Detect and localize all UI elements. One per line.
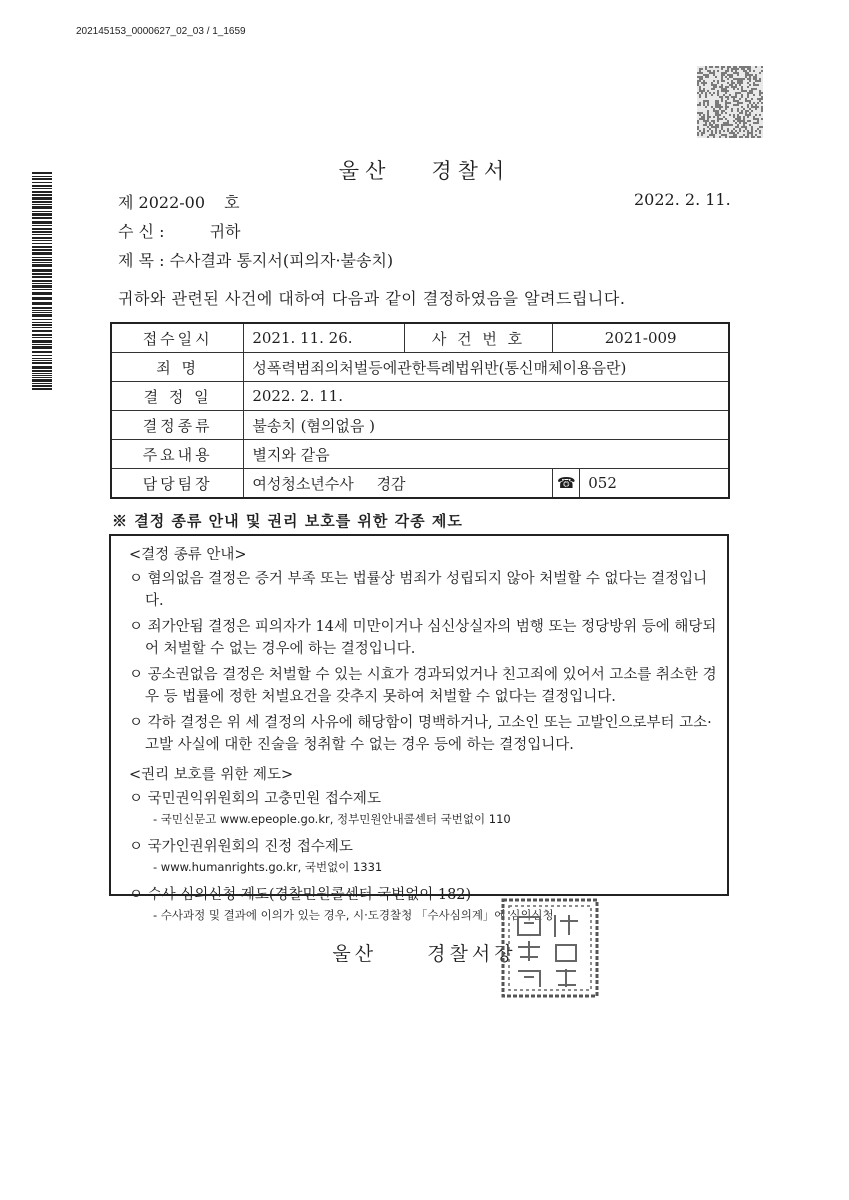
title-city: 울산 (338, 159, 392, 183)
table-row (111, 411, 729, 440)
decision-date-value: 2022. 2. 11. (244, 382, 729, 411)
notice-heading: ※ 결정 종류 안내 및 권리 보호를 위한 각종 제도 (112, 512, 463, 530)
charge-label: 죄 명 (111, 353, 244, 382)
table-row (111, 440, 729, 469)
table-row (111, 323, 729, 353)
team-value: 여성청소년수사 (252, 474, 354, 493)
list-item-detail: - 국민신문고 www.epeople.go.kr, 정부민원안내콜센터 국번없이 110 (153, 812, 511, 826)
list-item: ㅇ 국가인권위원회의 진정 접수제도 (129, 839, 353, 855)
notice-box (109, 534, 729, 922)
document-id: 202145153_0000627_02_03 / 1_1659 (76, 26, 246, 37)
list-item: ㅇ 국민권익위원회의 고충민원 접수제도 (129, 791, 381, 807)
title-office: 경찰서 (431, 159, 511, 183)
decision-type-label: 결정종류 (111, 411, 244, 440)
page-title (0, 155, 849, 185)
barcode-icon (32, 172, 52, 392)
recipient-label: 수 신 : (118, 222, 165, 241)
subject: 제 목 : 수사결과 통지서(피의자·불송치) (118, 251, 394, 270)
qr-code-icon (697, 66, 763, 138)
phone-value: 052 (580, 469, 729, 499)
case-info-table (110, 322, 730, 499)
recipient-value: 귀하 (209, 222, 241, 241)
content-value: 별지와 같음 (244, 440, 729, 469)
list-item-detail: - www.humanrights.go.kr, 국번없이 1331 (153, 860, 383, 874)
document-number-suffix: 호 (224, 193, 240, 212)
recipient (118, 219, 241, 242)
phone-icon: ☎ (553, 469, 580, 499)
received-value: 2021. 11. 26. (244, 323, 404, 353)
decision-date-label: 결 정 일 (111, 382, 244, 411)
decision-type-value: 불송치 (혐의없음 ) (244, 411, 729, 440)
received-label: 접수일시 (111, 323, 244, 353)
intro-text: 귀하와 관련된 사건에 대하여 다음과 같이 결정하였음을 알려드립니다. (118, 289, 626, 308)
document-date: 2022. 2. 11. (634, 190, 731, 209)
list-item: ㅇ 죄가안됨 결정은 피의자가 14세 미만이거나 심신상실자의 범행 또는 정당방위 등에 해당되어 처벌할 수 없는 경우에 하는 결정입니다. (129, 619, 717, 657)
official-seal-icon (500, 897, 600, 999)
rights-title: <권리 보호를 위한 제도> (129, 767, 294, 783)
case-no-label: 사 건 번 호 (404, 323, 553, 353)
table-row (111, 353, 729, 382)
footer-city: 울산 (332, 943, 378, 965)
list-item-detail: - 수사과정 및 결과에 이의가 있는 경우, 시·도경찰청 「수사심의계」에 심의신청 (153, 908, 554, 922)
list-item: ㅇ 수사 심의신청 제도(경찰민원콜센터 국번없이 182) (129, 887, 472, 903)
list-item: ㅇ 혐의없음 결정은 증거 부족 또는 법률상 범죄가 성립되지 않아 처벌할 수 없다는 결정입니다. (129, 571, 708, 609)
document-number (118, 190, 240, 213)
table-row (111, 469, 729, 499)
footer-office: 경찰서장 (427, 943, 517, 965)
team-cell (244, 469, 553, 499)
types-title: <결정 종류 안내> (129, 547, 247, 563)
case-no-value: 2021-009 (553, 323, 729, 353)
charge-value: 성폭력범죄의처벌등에관한특례법위반(통신매체이용음란) (244, 353, 729, 382)
content-label: 주요내용 (111, 440, 244, 469)
document-number-value: 제 2022-00 (118, 193, 206, 212)
footer-signature (0, 939, 849, 966)
team-label: 담당팀장 (111, 469, 244, 499)
table-row (111, 382, 729, 411)
list-item: ㅇ 각하 결정은 위 세 결정의 사유에 해당함이 명백하거나, 고소인 또는 고발인으로부터 고소·고발 사실에 대한 진술을 청취할 수 없는 경우 등에 하는 결정입니다. (129, 715, 712, 753)
list-item: ㅇ 공소권없음 결정은 처벌할 수 있는 시효가 경과되었거나 친고죄에 있어서 고소를 취소한 경우 등 법률에 정한 처벌요건을 갖추지 못하여 처벌할 수 없다는 결정입니다. (129, 667, 717, 705)
team-rank: 경감 (376, 474, 406, 493)
